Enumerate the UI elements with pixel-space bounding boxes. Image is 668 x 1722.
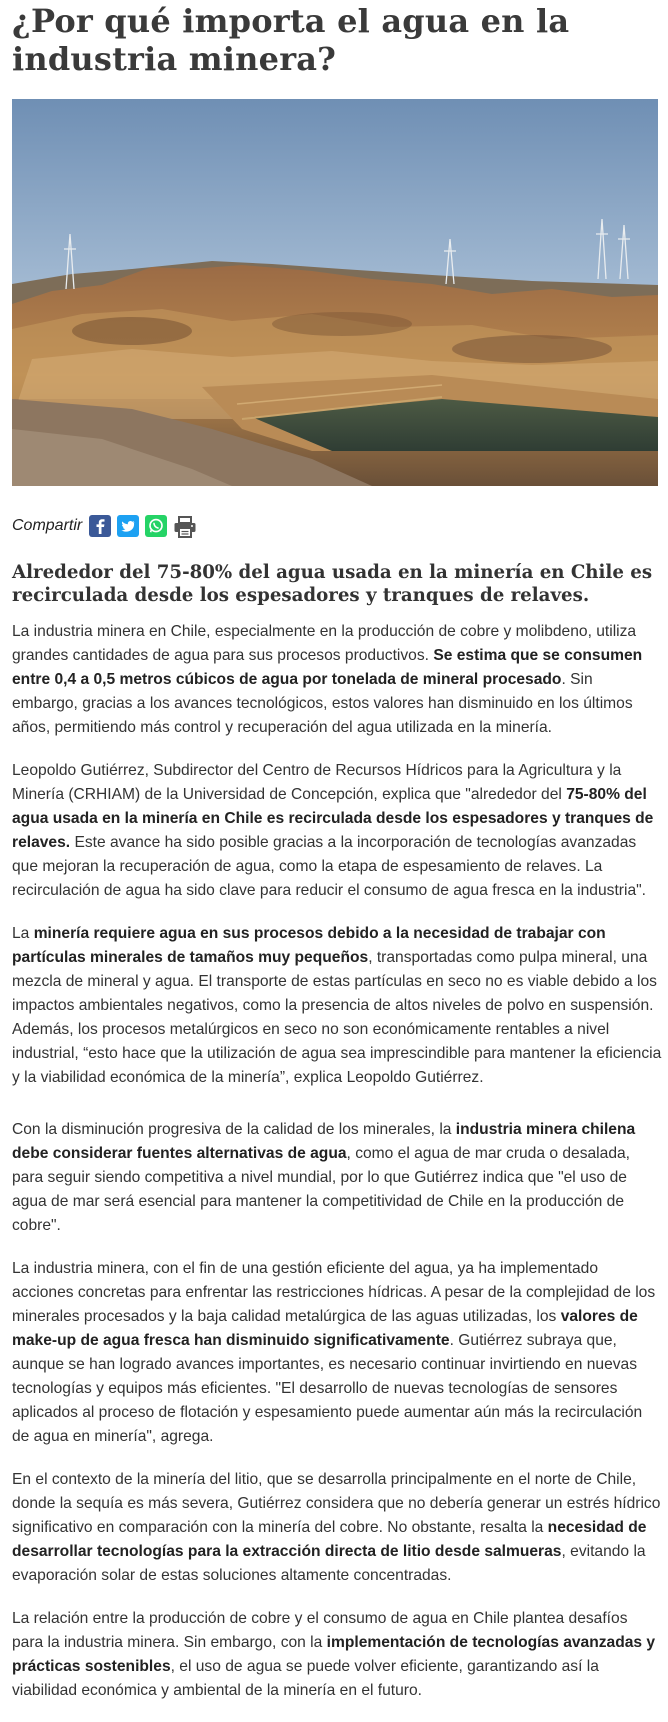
article-body: [12, 620, 662, 1722]
page-title: ¿Por qué importa el agua en la industria minera?: [12, 2, 570, 78]
paragraph: La industria minera en Chile, especialmente en la producción de cobre y molibdeno, utiliza grandes cantidades de agua para sus procesos productivos. Se estima que se consumen entre 0,4 a 0,5 metros cúbicos de agua por tonelada de mineral procesado. Sin embargo, gracias a los avances tecnológicos, estos valores han disminuido en los últimos años, permitiendo más control y recuperación del agua utilizada en la minería.: [12, 623, 643, 736]
paragraph: En el contexto de la minería del litio, que se desarrolla principalmente en el norte de Chile, donde la sequía es más severa, Gutiérrez considera que no debería generar un estrés hídrico significativo en comparación con la minería del cobre. No obstante, resalta la necesidad de desarrollar tecnologías para la extracción directa de litio desde salmueras, evitando la evaporación solar de estas soluciones altamente concentradas.: [12, 1471, 661, 1584]
paragraph: La relación entre la producción de cobre y el consumo de agua en Chile plantea desafíos para la industria minera. Sin embargo, con la implementación de tecnologías avanzadas y prácticas sostenibles, el uso de agua se puede volver eficiente, garantizando así la viabilidad económica y ambiental de la minería en el futuro.: [12, 1610, 656, 1699]
paragraph: Leopoldo Gutiérrez, Subdirector del Centro de Recursos Hídricos para la Agricultura y la Minería (CRHIAM) de la Universidad de Concepción, explica que "alrededor del 75-80% del agua usada en la minería en Chile es recirculada desde los espesadores y tranques de relaves. Este avance ha sido posible gracias a la incorporación de tecnologías avanzadas que mejoran la recuperación de agua, como la etapa de espesamiento de relaves. La recirculación de agua ha sido clave para reducir el consumo de agua fresca en la industria".: [12, 762, 654, 899]
share-bar: [12, 513, 203, 539]
facebook-icon[interactable]: [89, 515, 111, 537]
paragraph: Con la disminución progresiva de la calidad de los minerales, la industria minera chilena debe considerar fuentes alternativas de agua, como el agua de mar cruda o desalada, para seguir siendo competitiva a nivel mundial, por lo que Gutiérrez indica que "el uso de agua de mar será esencial para mantener la competitividad de Chile en la producción de cobre".: [12, 1121, 636, 1234]
print-icon[interactable]: [173, 515, 197, 537]
twitter-icon[interactable]: [117, 515, 139, 537]
whatsapp-icon[interactable]: [145, 515, 167, 537]
paragraph: La industria minera, con el fin de una gestión eficiente del agua, ya ha implementado acciones concretas para enfrentar las restricciones hídricas. A pesar de la complejidad de los minerales procesados y la baja calidad metalúrgica de las aguas utilizadas, los valores de make-up de agua fresca han disminuido significativamente. Gutiérrez subraya que, aunque se han logrado avances importantes, es necesario continuar invirtiendo en nuevas tecnologías y equipos más eficientes. "El desarrollo de nuevas tecnologías de sensores aplicados al proceso de flotación y espesamiento puede aumentar aún más la recirculación de agua en minería", agrega.: [12, 1260, 656, 1445]
article-lead: Alrededor del 75-80% del agua usada en la minería en Chile es recirculada desde los espesadores y tranques de relaves.: [12, 562, 653, 606]
paragraph: La minería requiere agua en sus procesos debido a la necesidad de trabajar con partículas minerales de tamaños muy pequeños, transportadas como pulpa mineral, una mezcla de mineral y agua. El transporte de estas partículas en seco no es viable debido a los impactos ambientales negativos, como la presencia de altos niveles de polvo en suspensión. Además, los procesos metalúrgicos en seco no son económicamente rentables a nivel industrial, “esto hace que la utilización de agua sea imprescindible para mantener la eficiencia y la viabilidad económica de la minería”, explica Leopoldo Gutiérrez.: [12, 925, 662, 1086]
share-label: Compartir: [12, 517, 83, 534]
hero-image: [12, 99, 658, 486]
article: [12, 0, 662, 1699]
